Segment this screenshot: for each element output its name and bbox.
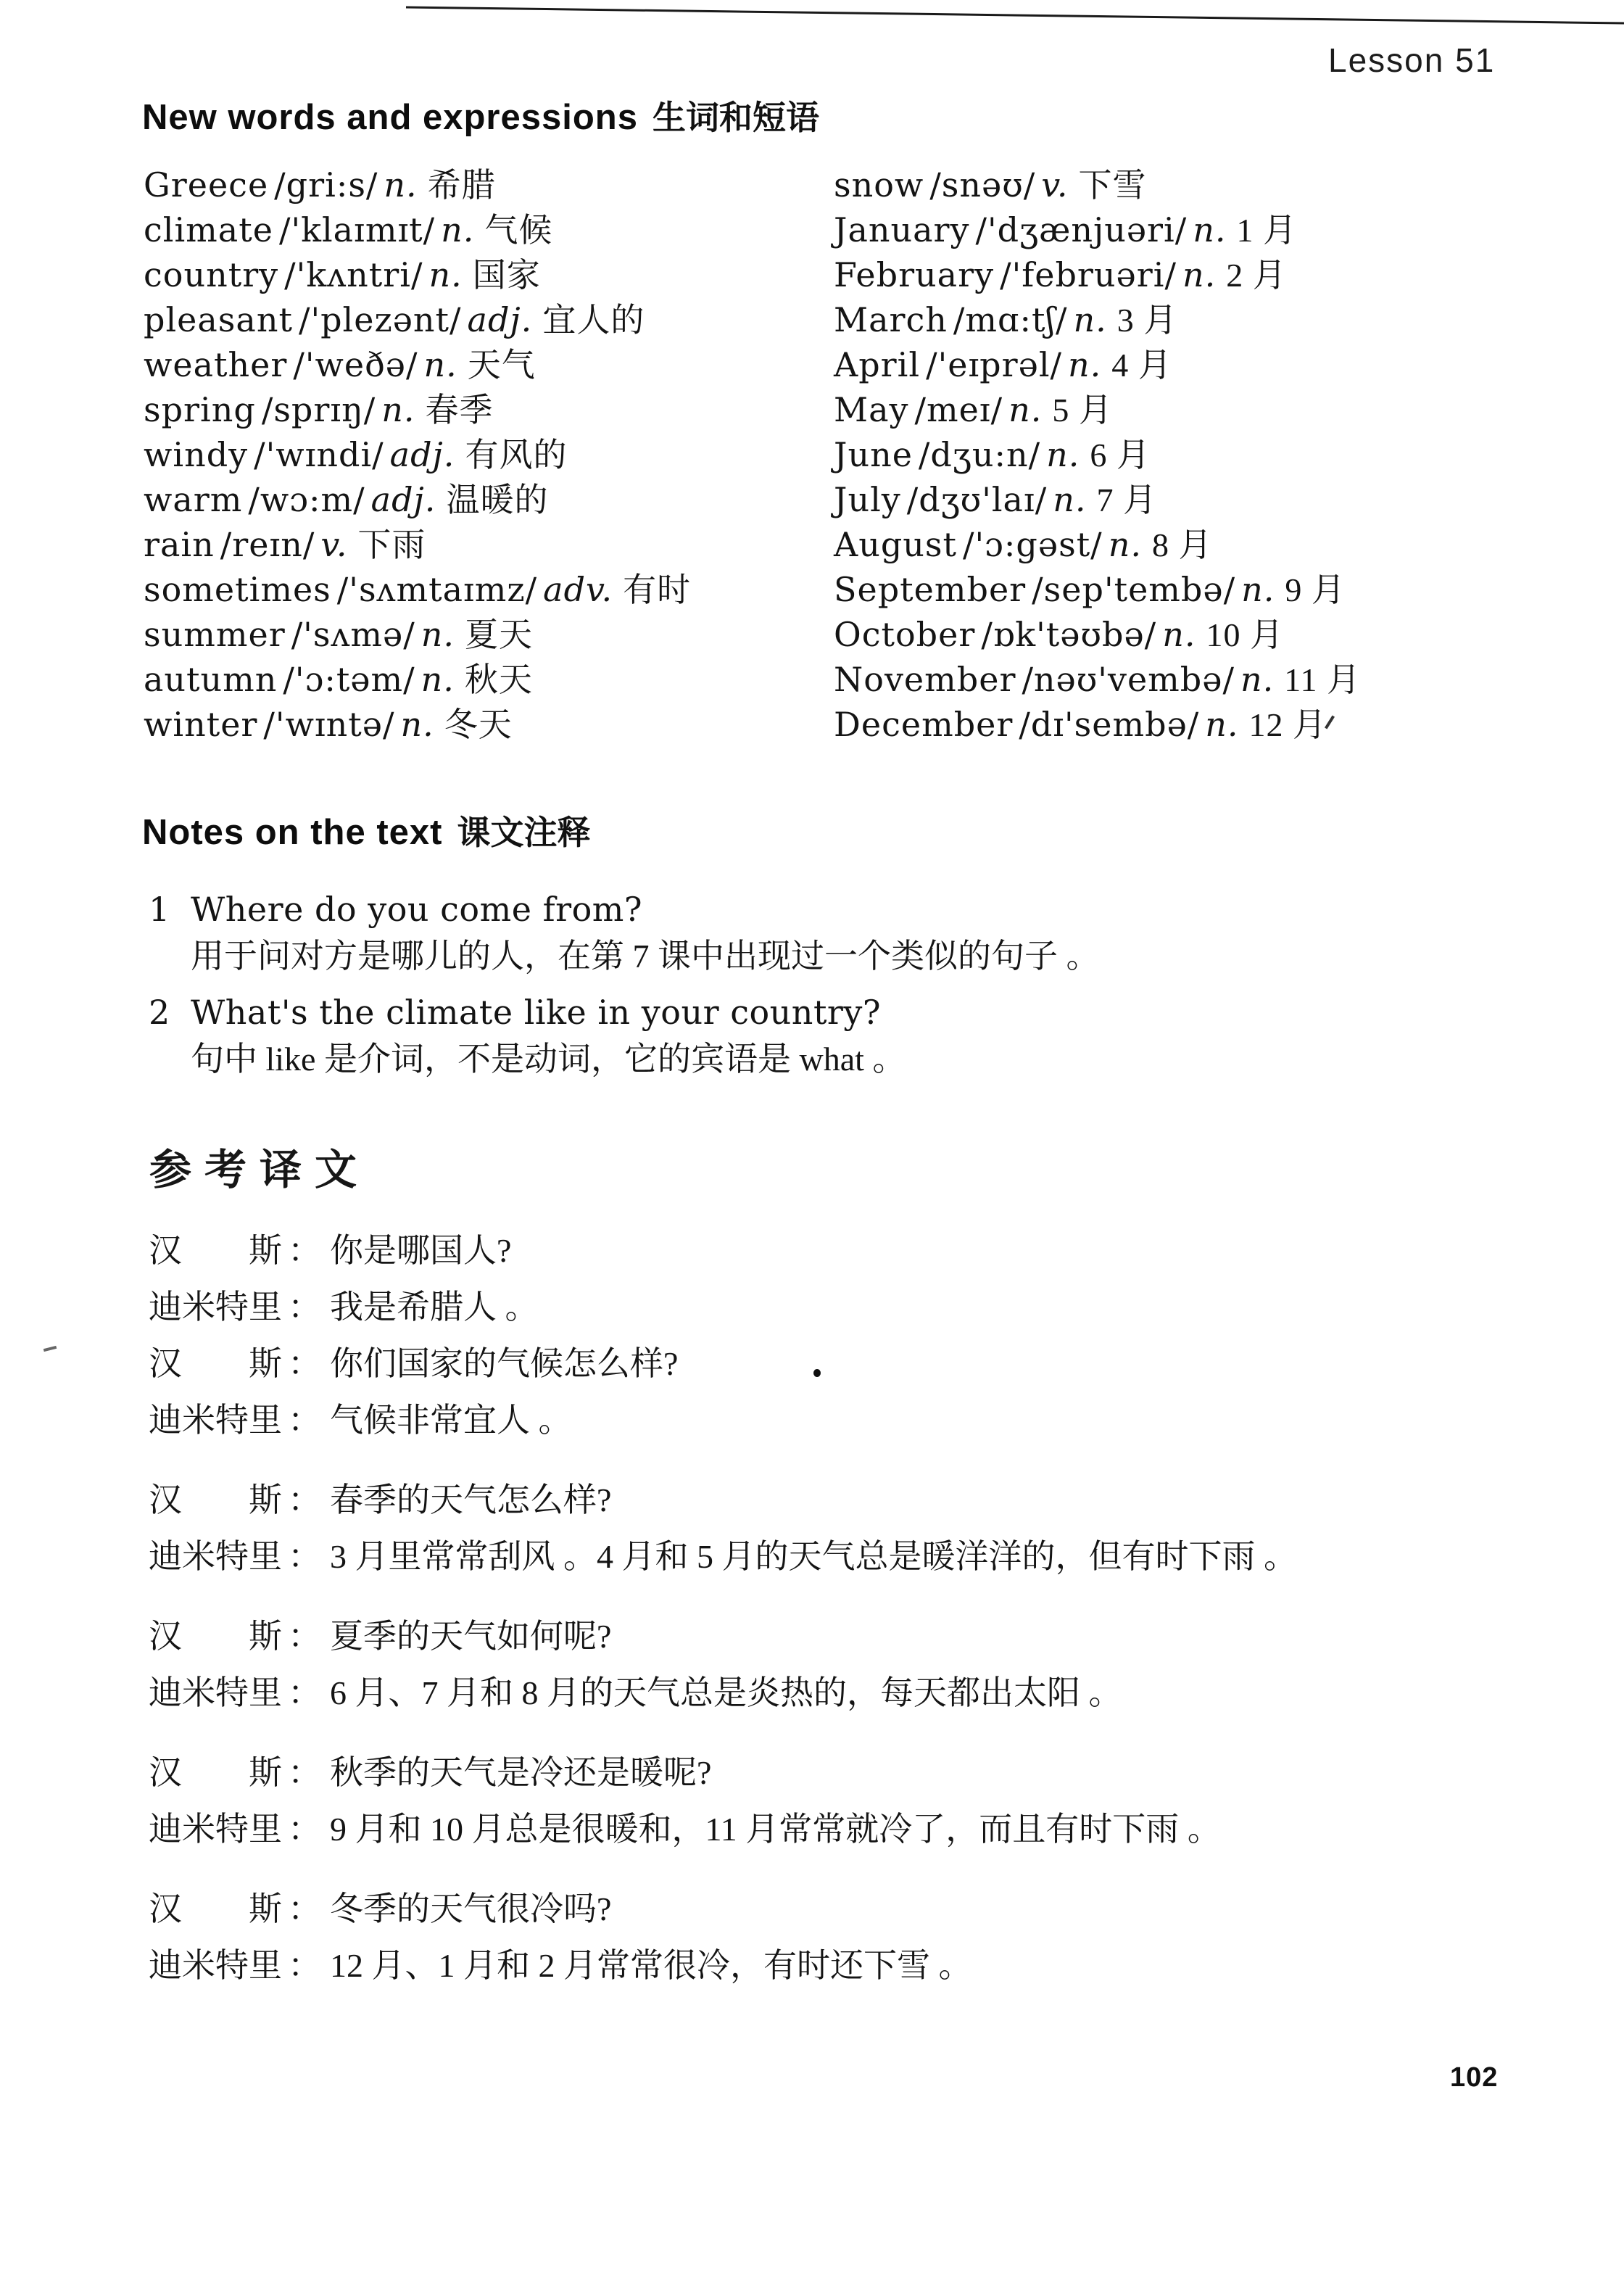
- word-phonetic: /'weðə/: [293, 345, 418, 384]
- word-entry: [834, 162, 1361, 207]
- dialogue-speaker: 迪米特里: [149, 1811, 282, 1848]
- word-entry: [144, 657, 691, 702]
- word-meaning-zh: 7 月: [1096, 481, 1157, 518]
- word-headword: August: [834, 525, 958, 564]
- word-headword: weather: [144, 345, 288, 384]
- word-phonetic: /dɪ'sembə/: [1019, 705, 1200, 744]
- note-number: 2: [149, 993, 170, 1032]
- dialogue-text: 秋季的天气是冷还是暖呢?: [330, 1754, 712, 1791]
- word-phonetic: /gri:s/: [274, 165, 378, 204]
- notes-title: [142, 806, 590, 854]
- dialogue-colon: ：: [288, 1538, 321, 1575]
- dialogue-text: 春季的天气怎么样?: [330, 1481, 612, 1518]
- word-headword: windy: [144, 435, 249, 474]
- dialogue-colon: ：: [288, 1947, 321, 1984]
- word-phonetic: /'sʌmə/: [291, 615, 415, 654]
- word-phonetic: /dʒu:n/: [918, 435, 1041, 474]
- dialogue-speaker: 汉 斯: [149, 1232, 282, 1269]
- word-entry: [834, 702, 1361, 747]
- word-entry: [144, 252, 691, 297]
- word-meaning-zh: 国家: [472, 257, 541, 294]
- word-headword: May: [834, 390, 909, 429]
- word-entry: [834, 522, 1361, 567]
- word-meaning-zh: 9 月: [1285, 571, 1346, 608]
- word-pos: adj.: [467, 300, 533, 339]
- dialogue-colon: ：: [288, 1402, 321, 1439]
- word-phonetic: /reɪn/: [220, 525, 315, 564]
- word-headword: September: [834, 570, 1027, 609]
- word-phonetic: /'wɪntə/: [263, 705, 395, 744]
- new-words-title-zh: 生词和短语: [652, 99, 819, 136]
- word-headword: March: [834, 300, 948, 339]
- word-headword: spring: [144, 390, 256, 429]
- word-entry: [144, 612, 691, 657]
- word-pos: n.: [1068, 345, 1102, 384]
- dialogue-text: 你们国家的气候怎么样?: [330, 1345, 679, 1382]
- dialogue-colon: ：: [288, 1481, 321, 1518]
- word-pos: n.: [428, 255, 463, 294]
- word-phonetic: /'februəri/: [1000, 255, 1177, 294]
- word-headword: July: [834, 480, 901, 519]
- dialogue-colon: ：: [288, 1754, 321, 1791]
- dialogue-colon: ：: [288, 1674, 321, 1711]
- word-pos: n.: [441, 210, 475, 249]
- dialogue-line: [149, 1801, 1297, 1858]
- word-entry: [834, 387, 1361, 432]
- word-headword: winter: [144, 705, 258, 744]
- word-pos: n.: [420, 660, 455, 699]
- dialogue-text: 6 月、7 月和 8 月的天气总是炎热的，每天都出太阳 。: [330, 1674, 1122, 1711]
- word-pos: n.: [1008, 390, 1043, 429]
- word-entry: [834, 252, 1361, 297]
- word-entry: [834, 657, 1361, 702]
- word-list-right: [834, 162, 1361, 747]
- word-entry: [144, 567, 691, 612]
- word-entry: [144, 432, 691, 477]
- word-phonetic: /'ɔ:gəst/: [963, 525, 1103, 564]
- word-phonetic: /wɔ:m/: [248, 480, 365, 519]
- page-top-rule: [0, 0, 1624, 32]
- word-entry: [144, 342, 691, 387]
- word-headword: April: [834, 345, 921, 384]
- word-meaning-zh: 6 月: [1090, 437, 1151, 474]
- word-phonetic: /'sʌmtaɪmz/: [336, 570, 538, 609]
- page-number: 102: [1450, 2062, 1499, 2093]
- word-pos: n.: [1162, 615, 1196, 654]
- word-phonetic: /'eɪprəl/: [926, 345, 1063, 384]
- word-meaning-zh: 10 月: [1206, 616, 1284, 653]
- note-text-zh: 用于问对方是哪儿的人，在第 7 课中出现过一个类似的句子 。: [191, 938, 1100, 975]
- dialogue-colon: ：: [288, 1289, 321, 1326]
- word-pos: n.: [1182, 255, 1217, 294]
- word-meaning-zh: 希腊: [427, 167, 496, 204]
- word-meaning-zh: 夏天: [465, 616, 534, 653]
- word-phonetic: /meɪ/: [914, 390, 1003, 429]
- word-entry: [834, 297, 1361, 342]
- note-text-zh: 句中 like 是介词，不是动词，它的宾语是 what 。: [191, 1041, 906, 1078]
- dialogue-colon: ：: [288, 1618, 321, 1655]
- word-headword: February: [834, 255, 995, 294]
- word-meaning-zh: 气候: [484, 212, 553, 249]
- word-meaning-zh: 下雪: [1078, 167, 1147, 204]
- word-headword: climate: [144, 210, 273, 249]
- new-words-title-en: New words and expressions: [142, 98, 638, 137]
- notes-title-en: Notes on the text: [142, 813, 443, 852]
- word-entry: [144, 702, 691, 747]
- word-pos: n.: [1240, 660, 1275, 699]
- dialogue-text: 你是哪国人?: [330, 1232, 512, 1269]
- word-headword: Greece: [144, 165, 269, 204]
- word-phonetic: /'ɔ:təm/: [283, 660, 415, 699]
- word-pos: n.: [1241, 570, 1275, 609]
- dialogue-speaker: 汉 斯: [149, 1618, 282, 1655]
- dialogue-line: [149, 1665, 1297, 1721]
- word-pos: n.: [423, 345, 457, 384]
- word-meaning-zh: 秋天: [464, 661, 533, 698]
- word-pos: n.: [1205, 705, 1239, 744]
- word-entry: [144, 522, 691, 567]
- dialogue-text: 气候非常宜人 。: [330, 1402, 572, 1439]
- scan-speck-dash: [44, 1346, 57, 1352]
- word-pos: adj.: [389, 435, 455, 474]
- word-entry: [144, 387, 691, 432]
- dialogue-speaker: 迪米特里: [149, 1947, 282, 1984]
- dialogue-speaker: 迪米特里: [149, 1402, 282, 1439]
- word-pos: adj.: [370, 480, 436, 519]
- word-meaning-zh: 8 月: [1151, 526, 1213, 563]
- dialogue-speaker: 迪米特里: [149, 1674, 282, 1711]
- dialogue-speaker: 汉 斯: [149, 1345, 282, 1382]
- dialogue-line: [149, 1472, 1297, 1529]
- note-item: [149, 886, 1100, 980]
- word-meaning-zh: 11 月: [1284, 661, 1361, 698]
- word-entry: [834, 477, 1361, 522]
- dialogue-colon: ：: [288, 1345, 321, 1382]
- word-entry: [144, 162, 691, 207]
- word-headword: January: [834, 210, 970, 249]
- word-headword: October: [834, 615, 976, 654]
- dialogue-line: [149, 1745, 1297, 1801]
- dialogue-text: 我是希腊人 。: [330, 1289, 539, 1326]
- note-text-en: Where do you come from?: [191, 890, 643, 929]
- word-phonetic: /mɑ:tʃ/: [953, 300, 1068, 339]
- word-meaning-zh: 下雨: [357, 526, 426, 563]
- word-phonetic: /'wɪndi/: [254, 435, 384, 474]
- word-meaning-zh: 温暖的: [446, 481, 549, 518]
- word-pos: n.: [1073, 300, 1107, 339]
- word-pos: v.: [320, 525, 348, 564]
- word-entry: [834, 567, 1361, 612]
- word-phonetic: /'kʌntri/: [284, 255, 423, 294]
- word-pos: adv.: [543, 570, 613, 609]
- word-meaning-zh: 有风的: [465, 437, 568, 474]
- dialogue-speaker: 汉 斯: [149, 1890, 282, 1927]
- word-headword: sometimes: [144, 570, 331, 609]
- dialogue-line: [149, 1881, 1297, 1938]
- word-list-left: [144, 162, 691, 747]
- word-headword: warm: [144, 480, 243, 519]
- word-meaning-zh: 1 月: [1236, 212, 1298, 249]
- word-pos: n.: [420, 615, 455, 654]
- word-phonetic: /ɒk'təʊbə/: [981, 615, 1157, 654]
- word-meaning-zh: 12 月: [1248, 706, 1327, 743]
- word-entry: [834, 432, 1361, 477]
- dialogue-colon: ：: [288, 1232, 321, 1269]
- word-meaning-zh: 宜人的: [542, 302, 645, 339]
- word-headword: country: [144, 255, 279, 294]
- word-pos: n.: [1046, 435, 1080, 474]
- word-meaning-zh: 天气: [467, 347, 536, 384]
- lesson-header: Lesson 51: [1328, 41, 1496, 79]
- word-entry: [144, 207, 691, 252]
- word-headword: snow: [834, 165, 924, 204]
- word-meaning-zh: 5 月: [1052, 392, 1113, 429]
- dialogue-colon: ：: [288, 1811, 321, 1848]
- word-entry: [834, 612, 1361, 657]
- note-item: [149, 989, 1100, 1083]
- word-headword: November: [834, 660, 1016, 699]
- dialogue-speaker: 汉 斯: [149, 1481, 282, 1518]
- word-entry: [144, 477, 691, 522]
- word-pos: n.: [1193, 210, 1227, 249]
- notes-list: [149, 886, 1100, 1092]
- word-entry: [834, 342, 1361, 387]
- word-meaning-zh: 3 月: [1116, 302, 1178, 339]
- scan-speck-dot: [813, 1369, 821, 1377]
- word-phonetic: /nəʊ'vembə/: [1022, 660, 1235, 699]
- dialogue-text: 9 月和 10 月总是很暖和，11 月常常就冷了，而且有时下雨 。: [330, 1811, 1221, 1848]
- word-meaning-zh: 有时: [623, 571, 692, 608]
- word-pos: n.: [384, 165, 418, 204]
- word-phonetic: /snəʊ/: [929, 165, 1036, 204]
- word-phonetic: /sprɪŋ/: [261, 390, 376, 429]
- dialogue-line: [149, 1608, 1297, 1665]
- word-headword: summer: [144, 615, 286, 654]
- dialogue-line: [149, 1529, 1297, 1585]
- word-phonetic: /'dʒænjuəri/: [975, 210, 1188, 249]
- word-meaning-zh: 春季: [425, 392, 494, 429]
- dialogue-colon: ：: [288, 1890, 321, 1927]
- dialogue-speaker: 汉 斯: [149, 1754, 282, 1791]
- notes-title-zh: 课文注释: [457, 814, 591, 851]
- dialogue-line: [149, 1336, 1297, 1392]
- dialogue-text: 冬季的天气很冷吗?: [330, 1890, 612, 1927]
- word-phonetic: /'klaɪmɪt/: [278, 210, 436, 249]
- word-meaning-zh: 冬天: [444, 706, 513, 743]
- word-headword: rain: [144, 525, 215, 564]
- word-phonetic: /sep'tembə/: [1032, 570, 1236, 609]
- dialogue-text: 12 月、1 月和 2 月常常很冷，有时还下雪 。: [330, 1947, 972, 1984]
- dialogue-line: [149, 1938, 1297, 1994]
- word-meaning-zh: 4 月: [1111, 347, 1172, 384]
- word-pos: n.: [381, 390, 415, 429]
- word-headword: autumn: [144, 660, 278, 699]
- dialogue-line: [149, 1392, 1297, 1449]
- word-pos: n.: [1053, 480, 1087, 519]
- word-phonetic: /'plezənt/: [298, 300, 462, 339]
- word-meaning-zh: 2 月: [1226, 257, 1287, 294]
- new-words-title: [142, 91, 819, 139]
- dialogue-line: [149, 1279, 1297, 1336]
- word-entry: [834, 207, 1361, 252]
- dialogue-line: [149, 1223, 1297, 1279]
- word-headword: June: [834, 435, 913, 474]
- word-pos: n.: [400, 705, 434, 744]
- note-text-en: What's the climate like in your country?: [191, 993, 882, 1032]
- note-number: 1: [149, 890, 170, 929]
- word-pos: n.: [1108, 525, 1142, 564]
- dialogue-speaker: 迪米特里: [149, 1289, 282, 1326]
- word-entry: [144, 297, 691, 342]
- translation-title: 参考译文: [149, 1146, 370, 1194]
- word-phonetic: /dʒʊ'laɪ/: [906, 480, 1048, 519]
- word-headword: pleasant: [144, 300, 293, 339]
- translation-dialogue: [149, 1223, 1297, 1994]
- word-headword: December: [834, 705, 1014, 744]
- word-pos: v.: [1041, 165, 1069, 204]
- dialogue-text: 夏季的天气如何呢?: [330, 1618, 612, 1655]
- dialogue-speaker: 迪米特里: [149, 1538, 282, 1575]
- dialogue-text: 3 月里常常刮风 。4 月和 5 月的天气总是暖洋洋的，但有时下雨 。: [330, 1538, 1297, 1575]
